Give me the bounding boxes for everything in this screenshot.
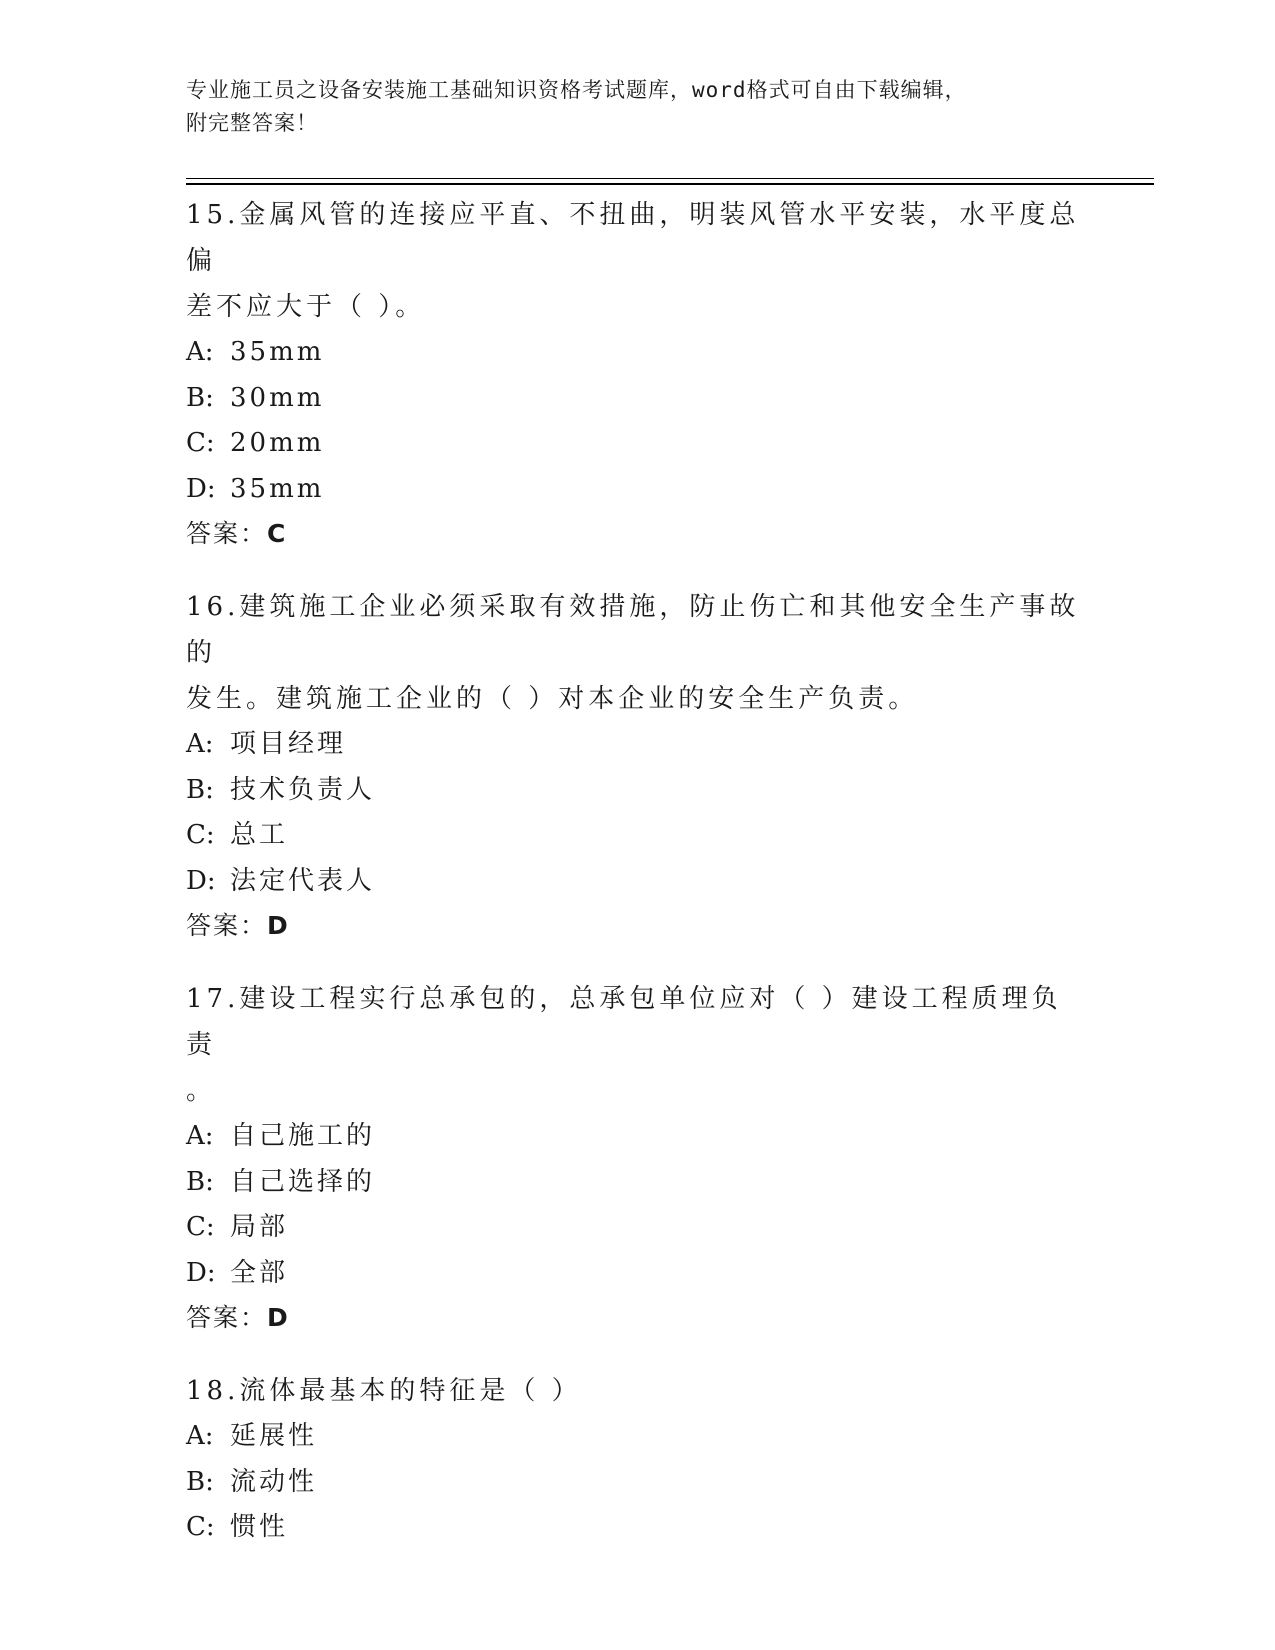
option-text: 流动性 xyxy=(230,1466,318,1497)
option-letter: A: xyxy=(186,729,214,759)
option-a xyxy=(186,330,1086,376)
option-text: 20mm xyxy=(230,428,325,458)
option-a xyxy=(186,722,1086,768)
option-b xyxy=(186,1460,1086,1506)
option-text: 惯性 xyxy=(230,1512,289,1542)
option-text: 全部 xyxy=(230,1257,289,1288)
option-a xyxy=(186,1114,1086,1160)
option-letter: C: xyxy=(186,820,215,850)
answer-line xyxy=(186,904,1086,948)
option-letter: B: xyxy=(186,774,214,805)
option-letter: B: xyxy=(186,1166,214,1197)
option-letter: D: xyxy=(186,1257,216,1288)
answer-value: D xyxy=(267,1303,290,1332)
stem-line-1: 15.金属风管的连接应平直、不扭曲，明装风管水平安装，水平度总偏 xyxy=(186,200,1080,276)
answer-label: 答案： xyxy=(186,911,268,940)
header-divider-bottom xyxy=(186,183,1154,185)
option-a xyxy=(186,1414,1086,1460)
option-text: 自己施工的 xyxy=(230,1121,376,1151)
option-letter: D: xyxy=(186,865,216,896)
option-letter: D: xyxy=(186,473,216,504)
answer-label: 答案： xyxy=(186,519,268,548)
option-letter: C: xyxy=(186,1212,215,1242)
option-b xyxy=(186,376,1086,422)
option-text: 总工 xyxy=(230,820,289,850)
question-18 xyxy=(186,1368,1086,1551)
question-17 xyxy=(186,976,1086,1340)
option-text: 35mm xyxy=(230,337,325,367)
stem-line-1: 16.建筑施工企业必须采取有效措施，防止伤亡和其他安全生产事故的 xyxy=(186,592,1080,668)
option-letter: B: xyxy=(186,1466,214,1497)
question-stem xyxy=(186,1368,1086,1414)
option-d xyxy=(186,859,1086,905)
option-d xyxy=(186,1251,1086,1297)
document-header xyxy=(186,74,1086,140)
option-b xyxy=(186,1160,1086,1206)
stem-line-2: 发生。建筑施工企业的（ ）对本企业的安全生产负责。 xyxy=(186,684,919,714)
header-divider-top xyxy=(186,178,1154,179)
option-c xyxy=(186,421,1086,467)
stem-line-1: 18.流体最基本的特征是（ ） xyxy=(186,1376,582,1406)
option-text: 自己选择的 xyxy=(230,1166,376,1197)
option-c xyxy=(186,1205,1086,1251)
option-text: 局部 xyxy=(230,1212,289,1242)
option-text: 延展性 xyxy=(230,1421,318,1451)
question-list xyxy=(186,192,1086,1579)
question-16 xyxy=(186,584,1086,948)
question-stem xyxy=(186,192,1086,330)
option-b xyxy=(186,768,1086,814)
option-c xyxy=(186,813,1086,859)
option-letter: A: xyxy=(186,337,214,367)
option-letter: A: xyxy=(186,1421,214,1451)
answer-value: C xyxy=(267,519,288,548)
option-text: 技术负责人 xyxy=(230,774,376,805)
option-c xyxy=(186,1505,1086,1551)
option-letter: C: xyxy=(186,428,215,458)
stem-line-2: 差不应大于（ ）。 xyxy=(186,292,426,322)
option-text: 项目经理 xyxy=(230,729,347,759)
answer-line xyxy=(186,1296,1086,1340)
option-text: 35mm xyxy=(230,473,325,504)
option-d xyxy=(186,467,1086,513)
answer-label: 答案： xyxy=(186,1303,268,1332)
question-15 xyxy=(186,192,1086,556)
question-stem xyxy=(186,976,1086,1114)
option-letter: B: xyxy=(186,382,214,413)
option-letter: A: xyxy=(186,1121,214,1151)
header-line-2: 附完整答案！ xyxy=(186,111,318,135)
option-text: 法定代表人 xyxy=(230,865,376,896)
stem-line-2: 。 xyxy=(186,1076,217,1106)
answer-line xyxy=(186,512,1086,556)
question-stem xyxy=(186,584,1086,722)
option-letter: C: xyxy=(186,1512,215,1542)
stem-line-1: 17.建设工程实行总承包的，总承包单位应对（ ）建设工程质理负责 xyxy=(186,984,1062,1060)
option-text: 30mm xyxy=(230,382,325,413)
answer-value: D xyxy=(267,911,290,940)
header-line-1: 专业施工员之设备安装施工基础知识资格考试题库，word格式可自由下载编辑， xyxy=(186,78,967,102)
